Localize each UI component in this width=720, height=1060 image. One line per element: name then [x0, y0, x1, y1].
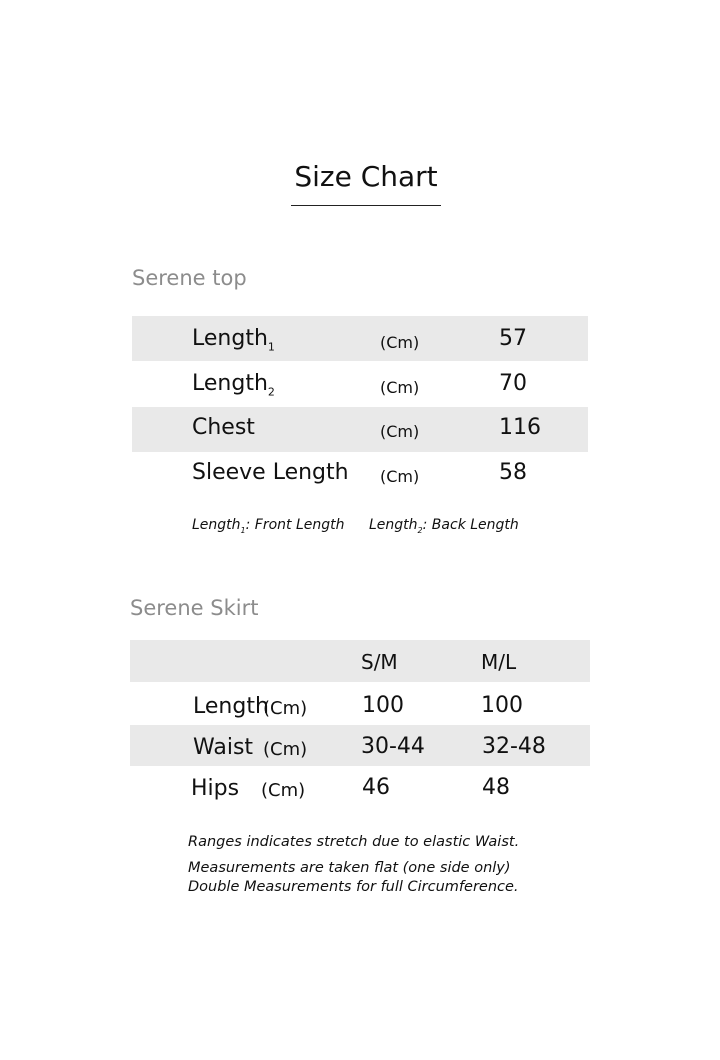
column-header: S/M: [361, 650, 398, 674]
table-row-label: Chest: [192, 415, 255, 440]
legend-subscript: 2: [417, 525, 423, 535]
table-row-label: [192, 326, 275, 353]
measurement-value: 30-44: [361, 734, 425, 759]
row-label-text: Length: [192, 326, 268, 351]
measurement-value: 100: [481, 693, 523, 718]
table-row-label: Sleeve Length: [192, 460, 349, 485]
legend-definition: : Front Length: [245, 517, 345, 533]
note-circumference: Double Measurements for full Circumference.: [188, 879, 519, 895]
measurement-value: 116: [499, 415, 541, 440]
legend-term: Length: [192, 517, 241, 533]
row-label-subscript: 1: [267, 340, 275, 354]
section-label-top: Serene top: [132, 266, 247, 290]
page-title: Size Chart: [294, 160, 438, 193]
unit-label: (Cm): [380, 378, 420, 397]
note-stretch: Ranges indicates stretch due to elastic Waist.: [188, 834, 520, 850]
table-row-label: [192, 371, 275, 398]
title-underline: [291, 205, 441, 206]
measurement-value: 46: [362, 775, 390, 800]
table-row-label: Hips: [191, 776, 240, 801]
measurement-value: 70: [499, 371, 527, 396]
legend-subscript: 1: [240, 525, 246, 535]
unit-label: (Cm): [261, 780, 306, 801]
table-row-label: Waist: [193, 735, 254, 760]
unit-label: (Cm): [380, 333, 420, 352]
measurement-value: 100: [362, 693, 404, 718]
column-header: M/L: [481, 650, 517, 674]
measurement-value: 57: [499, 326, 527, 351]
measurement-value: 32-48: [482, 734, 546, 759]
measurement-value: 58: [499, 460, 527, 485]
legend-definition: : Back Length: [422, 517, 519, 533]
row-label-text: Length: [192, 371, 268, 396]
unit-label: (Cm): [263, 698, 308, 719]
legend-back-length: [369, 517, 519, 535]
section-label-skirt: Serene Skirt: [130, 596, 259, 620]
unit-label: (Cm): [263, 739, 308, 760]
row-label-subscript: 2: [267, 385, 275, 399]
unit-label: (Cm): [380, 422, 420, 441]
table-row-label: Length: [193, 694, 269, 719]
unit-label: (Cm): [380, 467, 420, 486]
legend-front-length: [192, 517, 345, 535]
note-flat-measure: Measurements are taken flat (one side only): [188, 860, 511, 876]
table-header-band: [130, 640, 590, 682]
legend-term: Length: [369, 517, 418, 533]
measurement-value: 48: [482, 775, 510, 800]
